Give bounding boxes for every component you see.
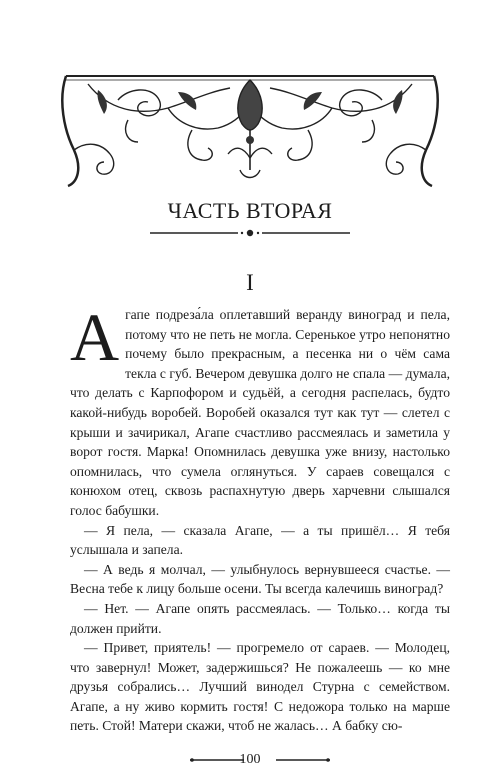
dialogue-paragraph: — А ведь я молчал, — улыбнулось вернувшееся счастье. — Весна тебе к лицу больше осени. Ты всегда калечишь виноград? [70, 561, 450, 597]
paragraph-opening [70, 299, 450, 521]
page-number: 100 [239, 752, 261, 767]
body-text [70, 299, 450, 736]
footer-rule-right [270, 754, 330, 766]
dialogue-paragraph: — Привет, приятель! — прогремело от сараев. — Молодец, что завернул! Может, задержишься? Не пожалеешь — ко мне друзья собрались… Лучший винодел Стурна с семейством. Агапе, а ну живо кормить гостя! С недожора только на марше петь. Стой! Матери скажи, чтоб не жалась… А бабку сю- [70, 640, 450, 734]
section-numeral: I [246, 270, 254, 295]
title-underline-rule [150, 226, 350, 240]
dialogue-paragraph: — Нет. — Агапе опять рассмеялась. — Только… когда ты должен прийти. [70, 600, 450, 636]
page-footer [0, 752, 500, 780]
chapter-title: ЧАСТЬ ВТОРАЯ [167, 198, 333, 223]
drop-cap: А [70, 299, 120, 375]
dialogue-paragraph: — Я пела, — сказала Агапе, — а ты пришёл… Я тебя услышала и запела. [70, 522, 450, 558]
paragraph-text: гапе подреза́ла оплетавший веранду виноград и пела, потому что не петь не могла. Серенькое утро непонятно почему было прекрасным, а песенка ни о чём сама текла с губ. Вечером девушка долго не спала — думала, что делать с Карпофором и судьёй, а сегодня распелась, будто какой-нибудь воробей. Воробей оказался тут как тут — слетел с крыши и зачирикал, Агапе счастливо рассмеялась и заметила у ворот гостя. Марка! Опомнилась девушка уже внизу, настолько опомнилась, что сумела оглянуться. У сараев совещался с конюхом отец, сквозь распахнутую дверь харчевни слышался голос бабушки. [70, 307, 450, 518]
decorative-scroll-ornament [58, 70, 442, 190]
